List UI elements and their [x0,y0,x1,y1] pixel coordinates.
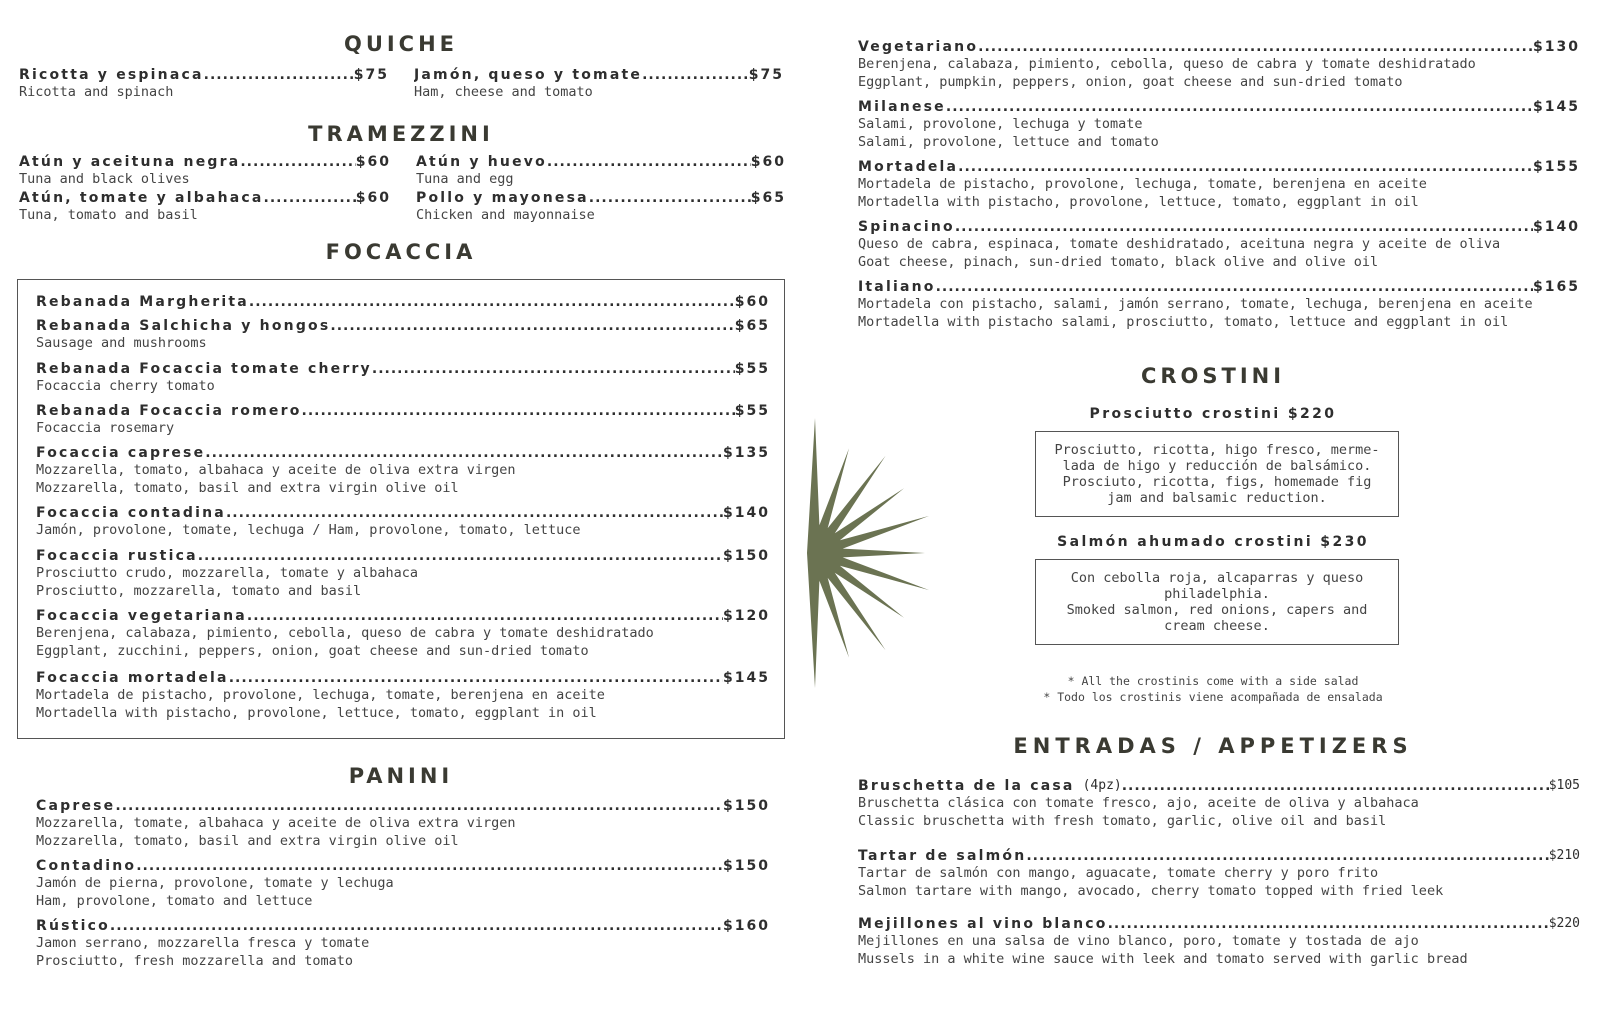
crostini-title: Salmón ahumado crostini $230 [1057,534,1369,550]
item-desc: Focaccia rosemary [36,420,175,436]
item-price: $55 [734,361,770,377]
menu-item [858,218,1580,271]
item-price: $150 [723,548,770,564]
menu-item [858,847,1580,900]
item-name: Focaccia rustica [36,548,198,564]
item-price: $220 [1548,916,1580,931]
item-name: Rústico [36,918,110,934]
item-name: Mejillones al vino blanco [858,916,1108,932]
item-desc: Berenjena, calabaza, pimiento, cebolla, queso de cabra y tomate deshidratado [36,625,654,641]
menu-item [36,504,770,540]
crostini-heading: CROSTINI [1140,364,1286,388]
item-name: Rebanada Focaccia romero [36,403,302,419]
item-extra: (4pz) [1082,778,1122,793]
item-desc: Tartar de salmón con mango, aguacate, tomate cherry y poro frito [858,865,1379,881]
item-price: $55 [734,403,770,419]
item-desc: Mozzarella, tomato, basil and extra virgin olive oil [36,832,459,849]
focaccia-heading: FOCACCIA [325,240,477,264]
item-name: Jamón, queso y tomate [414,67,643,83]
menu-item [416,153,786,189]
menu-item [36,607,770,660]
item-price: $120 [723,608,770,624]
item-desc: Prosciutto, mozzarella, tomato and basil [36,582,362,599]
crostini-title: Prosciutto crostini $220 [1089,406,1337,422]
item-desc: Salmon tartare with mango, avocado, cherry tomato topped with fried leek [858,882,1444,899]
item-desc: Tuna, tomato and basil [19,207,198,223]
item-desc: Ricotta and spinach [19,84,174,100]
item-name: Pollo y mayonesa [416,190,589,206]
item-price: $65 [734,318,770,334]
item-name: Rebanada Salchicha y hongos [36,318,331,334]
item-desc: Mortadela de pistacho, provolone, lechuga, tomate, berenjena en aceite [858,176,1427,192]
desc-line: Smoked salmon, red onions, capers and [1066,602,1368,618]
menu-item [19,66,389,102]
starburst-icon [795,418,945,688]
crostini-note: * All the crostinis come with a side salad [1067,674,1359,688]
menu-item [36,917,770,970]
crostini-note: * Todo los crostinis viene acompañada de ensalada [1043,690,1383,704]
crostini-desc-box [1035,559,1399,645]
item-desc: Jamón de pierna, provolone, tomate y lechuga [36,875,394,891]
item-price: $160 [723,918,770,934]
item-name: Italiano [858,279,936,295]
item-name: Mortadela [858,159,959,175]
menu-item [36,669,770,722]
menu-item [36,857,770,910]
item-desc: Salami, provolone, lettuce and tomato [858,133,1159,150]
item-desc: Ham, provolone, tomato and lettuce [36,892,313,909]
item-price: $140 [1533,219,1580,235]
item-price: $150 [723,858,770,874]
item-desc: Mejillones en una salsa de vino blanco, poro, tomate y tostada de ajo [858,933,1419,949]
item-desc: Queso de cabra, espinaca, tomate deshidratado, aceituna negra y aceite de oliva [858,236,1501,252]
item-name: Focaccia contadina [36,505,226,521]
item-price: $145 [723,670,770,686]
item-desc: Goat cheese, pinach, sun-dried tomato, black olive and olive oil [858,253,1379,270]
menu-item [19,153,391,189]
desc-line: jam and balsamic reduction. [1107,490,1327,506]
tramezzini-heading: TRAMEZZINI [308,122,494,146]
menu-item [858,777,1580,830]
item-desc: Classic bruschetta with fresh tomato, garlic, olive oil and basil [858,812,1387,829]
item-name: Rebanada Focaccia tomate cherry [36,361,372,377]
item-price: $60 [750,154,786,170]
item-desc: Mozzarella, tomate, albahaca y aceite de oliva extra virgen [36,815,516,831]
item-name: Bruschetta de la casa [858,778,1075,794]
desc-line: Prosciutto, ricotta, higo fresco, merme- [1054,442,1380,458]
item-desc: Berenjena, calabaza, pimiento, cebolla, queso de cabra y tomate deshidratado [858,56,1476,72]
item-price: $155 [1533,159,1580,175]
item-price: $75 [353,67,389,83]
item-desc: Mortadela de pistacho, provolone, lechuga, tomate, berenjena en aceite [36,687,605,703]
menu-item [36,797,770,850]
menu-item [36,360,770,396]
menu-item [858,98,1580,151]
item-desc: Tuna and egg [416,171,514,187]
desc-line: lada de higo y reducción de balsámico. [1062,458,1372,474]
item-name: Atún, tomate y albahaca [19,190,264,206]
item-desc: Mortadella with pistacho salami, prosciutto, tomato, lettuce and eggplant in oil [858,313,1509,330]
item-desc: Salami, provolone, lechuga y tomate [858,116,1143,132]
menu-item [858,38,1580,91]
item-name: Contadino [36,858,137,874]
item-desc: Prosciutto crudo, mozzarella, tomate y albahaca [36,565,419,581]
item-name: Atún y huevo [416,154,547,170]
menu-item [36,547,770,600]
menu-item [858,915,1580,968]
desc-line: philadelphia. [1164,586,1270,602]
item-desc: Bruschetta clásica con tomate fresco, ajo, aceite de oliva y albahaca [858,795,1419,811]
item-name: Caprese [36,798,116,814]
entradas-heading: ENTRADAS / APPETIZERS [1013,734,1413,758]
item-name: Spinacino [858,219,955,235]
item-price: $105 [1548,778,1580,793]
item-desc: Mortadela con pistacho, salami, jamón serrano, tomate, lechuga, berenjena en aceite [858,296,1533,312]
item-price: $60 [355,154,391,170]
quiche-heading: QUICHE [343,32,459,56]
item-price: $145 [1533,99,1580,115]
item-desc: Mozzarella, tomato, albahaca y aceite de oliva extra virgen [36,462,516,478]
item-price: $65 [750,190,786,206]
item-desc: Mussels in a white wine sauce with leek and tomato served with garlic bread [858,950,1468,967]
desc-line: Con cebolla roja, alcaparras y queso [1070,570,1364,586]
menu-item [19,189,391,225]
item-name: Ricotta y espinaca [19,67,204,83]
menu-item [414,66,784,102]
item-name: Tartar de salmón [858,848,1027,864]
item-desc: Mortadella with pistacho, provolone, lettuce, tomato, eggplant in oil [36,704,597,721]
item-desc: Eggplant, zucchini, peppers, onion, goat cheese and sun-dried tomato [36,642,589,659]
item-price: $140 [723,505,770,521]
item-desc: Chicken and mayonnaise [416,207,595,223]
item-name: Vegetariano [858,39,979,55]
item-price: $60 [355,190,391,206]
item-price: $165 [1533,279,1580,295]
item-price: $150 [723,798,770,814]
menu-item [858,158,1580,211]
menu-item [416,189,786,225]
menu-item [36,444,770,497]
item-price: $75 [748,67,784,83]
item-name: Focaccia vegetariana [36,608,247,624]
item-name: Rebanada Margherita [36,294,249,310]
menu-item [36,293,770,311]
item-desc: Eggplant, pumpkin, peppers, onion, goat cheese and sun-dried tomato [858,73,1403,90]
item-desc: Mozzarella, tomato, basil and extra virgin olive oil [36,479,459,496]
item-price: $60 [734,294,770,310]
crostini-desc-box [1035,431,1399,517]
item-desc: Jamon serrano, mozzarella fresca y tomate [36,935,370,951]
item-desc: Prosciutto, fresh mozzarella and tomato [36,952,353,969]
menu-item [858,278,1580,331]
item-desc: Tuna and black olives [19,171,190,187]
menu-item [36,402,770,438]
item-desc: Jamón, provolone, tomate, lechuga / Ham, provolone, tomato, lettuce [36,522,581,538]
item-name: Focaccia caprese [36,445,206,461]
panini-heading: PANINI [348,764,454,788]
item-price: $135 [723,445,770,461]
item-desc: Ham, cheese and tomato [414,84,593,100]
item-desc: Sausage and mushrooms [36,335,207,351]
desc-line: cream cheese. [1164,618,1270,634]
item-price: $210 [1548,848,1580,863]
item-name: Focaccia mortadela [36,670,229,686]
item-price: $130 [1533,39,1580,55]
menu-item [36,317,770,353]
item-desc: Focaccia cherry tomato [36,378,215,394]
desc-line: Prosciuto, ricotta, figs, homemade fig [1062,474,1372,490]
item-name: Atún y aceituna negra [19,154,241,170]
item-name: Milanese [858,99,946,115]
item-desc: Mortadella with pistacho, provolone, lettuce, tomato, eggplant in oil [858,193,1419,210]
